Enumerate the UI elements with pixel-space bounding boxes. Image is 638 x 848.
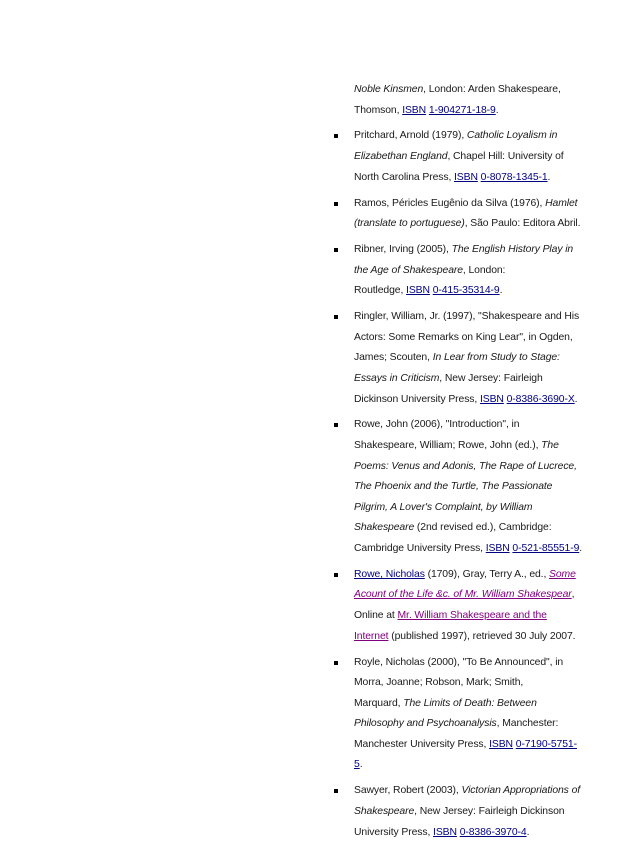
reference-text: Ramos, Péricles Eugênio da Silva (1976),: [354, 197, 546, 209]
bullet-icon: [334, 315, 338, 319]
reference-link[interactable]: 0-415-35314-9: [432, 285, 500, 297]
reference-entry-rowe-nicholas: [354, 565, 576, 647]
reference-entry-rowe-john: [354, 415, 583, 559]
reference-link[interactable]: Some: [549, 568, 576, 580]
title-text: the Age of Shakespeare: [354, 264, 463, 276]
reference-line: [354, 735, 577, 756]
reference-line: [354, 240, 572, 261]
reference-text: Cambridge University Press,: [354, 542, 486, 554]
title-text: Catholic Loyalism in: [466, 130, 558, 142]
reference-entry-ramos: [354, 194, 581, 235]
reference-line: [354, 281, 572, 302]
reference-text: .: [547, 171, 551, 183]
reference-line: [354, 755, 572, 776]
reference-line: [354, 348, 572, 369]
reference-text: .: [495, 104, 499, 116]
reference-line: [354, 80, 572, 101]
isbn-link[interactable]: ISBN: [454, 171, 478, 183]
reference-link[interactable]: 0-521-85551-9: [512, 542, 580, 554]
isbn-link[interactable]: ISBN: [485, 542, 510, 554]
reference-text: North Carolina Press,: [354, 171, 455, 183]
reference-entry-sawyer: [354, 781, 581, 843]
reference-text: .: [526, 826, 530, 838]
isbn-link[interactable]: ISBN: [433, 826, 457, 838]
reference-text: , New Jersey: Fairleigh Dickinson: [414, 805, 565, 817]
title-text: The Limits of Death: Between: [403, 697, 537, 709]
title-text: Shakespeare: [354, 805, 415, 817]
reference-text: .: [574, 393, 578, 405]
reference-link[interactable]: 1-904271-18-9: [428, 104, 496, 116]
reference-line: [354, 518, 572, 539]
reference-text: Online at: [354, 610, 398, 622]
reference-text: , Manchester:: [496, 718, 559, 730]
reference-entry-ribner: [354, 240, 572, 302]
reference-text: , New Jersey: Fairleigh: [439, 372, 543, 384]
reference-line: [354, 457, 577, 478]
reference-entry-ringler: [354, 307, 580, 410]
reference-line: [354, 390, 578, 411]
reference-text: .: [359, 759, 363, 771]
reference-text: Actors: Some Remarks on King Lear", in Ogden,: [354, 331, 573, 343]
reference-text: , São Paulo: Editora Abril.: [464, 218, 581, 230]
reference-text: .: [579, 542, 583, 554]
bullet-icon: [334, 661, 338, 665]
reference-text: (published 1997), retrieved 30 July 2007.: [388, 630, 576, 642]
reference-line: [354, 627, 576, 648]
reference-text: Shakespeare, William; Rowe, John (ed.),: [354, 439, 542, 451]
reference-line: [354, 147, 572, 168]
reference-line: [354, 802, 572, 823]
title-text: The: [541, 439, 559, 451]
bullet-icon: [334, 789, 338, 793]
title-text: The English History Play in: [451, 244, 574, 256]
reference-text: James; Scouten,: [354, 352, 433, 364]
reference-line: [354, 694, 572, 715]
reference-line: [354, 436, 572, 457]
reference-line: [354, 101, 572, 122]
reference-text: Sawyer, Robert (2003),: [354, 785, 462, 797]
bullet-icon: [334, 573, 338, 577]
reference-line: [354, 214, 581, 235]
bullet-icon: [334, 202, 338, 206]
reference-text: Ribner, Irving (2005),: [354, 244, 452, 256]
title-text: Elizabethan England: [354, 151, 448, 163]
reference-link[interactable]: Acount of the Life &c. of Mr. William Shakespear: [354, 589, 572, 601]
reference-text: (2nd revised ed.), Cambridge:: [414, 522, 552, 534]
reference-list: [354, 80, 583, 848]
reference-line: [354, 714, 572, 735]
reference-line: [354, 415, 572, 436]
title-text: In Lear from Study to Stage:: [432, 352, 560, 364]
reference-text: Royle, Nicholas (2000), "To Be Announced", in: [354, 656, 564, 668]
bullet-icon: [334, 248, 338, 252]
title-text: Noble Kinsmen: [354, 84, 424, 95]
reference-text: , Chapel Hill: University of: [447, 151, 564, 163]
reference-line: [354, 673, 572, 694]
reference-link[interactable]: 5: [354, 759, 360, 771]
reference-text: Rowe, John (2006), "Introduction", in: [354, 419, 520, 431]
reference-line: [354, 585, 575, 606]
reference-text: Pritchard, Arnold (1979),: [354, 130, 467, 142]
reference-line: [354, 653, 572, 674]
reference-entry-noble-kinsmen-cont: [354, 80, 572, 121]
isbn-link[interactable]: ISBN: [402, 104, 427, 116]
title-text: Victorian Appropriations of: [461, 785, 581, 797]
title-text: Pilgrim, A Lover's Complaint, by William: [354, 501, 533, 513]
reference-line: [354, 781, 581, 802]
reference-text: , London: Arden Shakespeare,: [423, 84, 561, 95]
reference-line: [354, 498, 572, 519]
reference-entry-royle: [354, 653, 577, 777]
reference-line: [354, 307, 580, 328]
reference-text: .: [499, 285, 503, 297]
title-text: Essays in Criticism: [354, 372, 440, 384]
reference-text: Morra, Joanne; Robson, Mark; Smith,: [354, 677, 524, 689]
reference-line: [354, 477, 572, 498]
reference-link[interactable]: 0-8386-3970-4: [459, 826, 527, 838]
reference-entry-pritchard: [354, 126, 572, 188]
reference-text: ,: [571, 589, 575, 601]
title-text: (translate to portuguese): [354, 218, 465, 230]
reference-text: University Press,: [354, 826, 434, 838]
reference-link[interactable]: 0-8078-1345-1: [480, 171, 548, 183]
reference-link[interactable]: Mr. William Shakespeare and the: [397, 610, 547, 622]
reference-link[interactable]: 0-7190-5751-: [515, 738, 577, 750]
reference-line: [354, 194, 578, 215]
isbn-link[interactable]: ISBN: [479, 393, 504, 405]
isbn-link[interactable]: ISBN: [406, 285, 430, 297]
reference-line: [354, 168, 572, 189]
title-text: The Phoenix and the Turtle, The Passionate: [354, 481, 553, 493]
reference-line: [354, 261, 572, 282]
reference-text: (1709), Gray, Terry A., ed.,: [424, 568, 550, 580]
title-text: Shakespeare: [354, 522, 415, 534]
isbn-link[interactable]: ISBN: [489, 738, 513, 750]
title-text: Hamlet: [545, 197, 578, 209]
reference-text: Routledge,: [354, 285, 407, 297]
reference-text: , London:: [462, 264, 506, 276]
reference-link[interactable]: 0-8386-3690-X: [506, 393, 575, 405]
reference-line: [354, 126, 572, 147]
reference-text: Marquard,: [354, 697, 404, 709]
title-text: Philosophy and Psychoanalysis: [354, 718, 497, 730]
reference-line: [354, 328, 572, 349]
reference-link[interactable]: Internet: [354, 630, 389, 642]
reference-text: Dickinson University Press,: [354, 393, 480, 405]
reference-text: Ringler, William, Jr. (1997), "Shakespeare and His: [354, 311, 580, 323]
reference-text: Thomson,: [354, 104, 403, 116]
reference-text: Manchester University Press,: [354, 738, 490, 750]
reference-line: [354, 369, 572, 390]
bullet-icon: [334, 423, 338, 427]
title-text: Poems: Venus and Adonis, The Rape of Lucrece,: [354, 460, 577, 472]
reference-line: [354, 565, 576, 586]
bullet-icon: [334, 134, 338, 138]
reference-line: [354, 606, 572, 627]
reference-line: [354, 539, 583, 560]
reference-link[interactable]: Rowe, Nicholas: [354, 568, 425, 580]
